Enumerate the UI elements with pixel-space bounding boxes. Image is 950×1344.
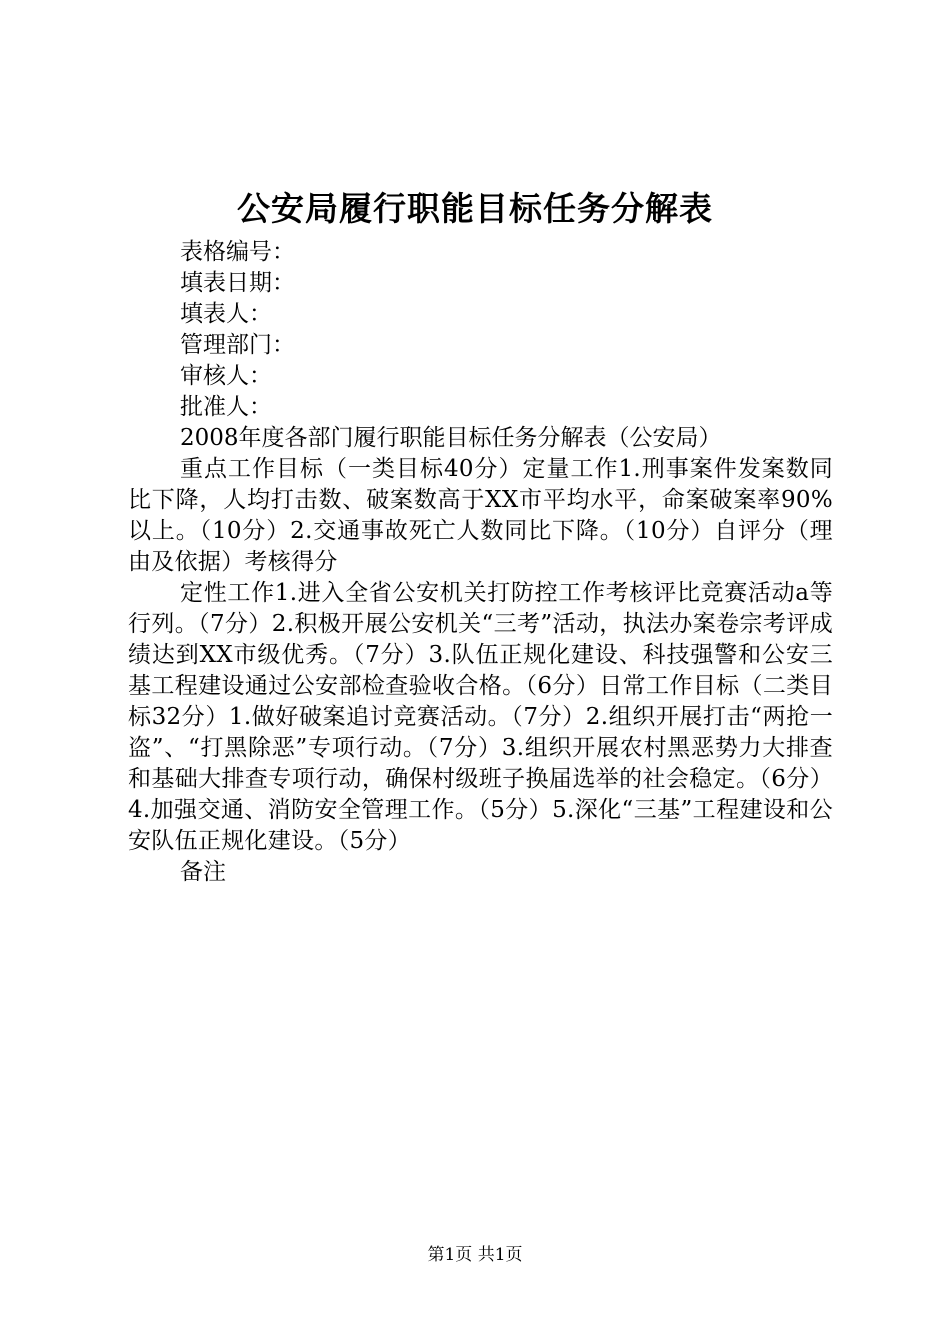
field-department: 管理部门： — [180, 332, 295, 358]
document-title: 公安局履行职能目标任务分解表 — [237, 189, 713, 228]
paragraph-key-targets: 重点工作目标（一类目标40分）定量工作1.刑事案件发案数同比下降，人均打击数、破案数高于XX市平均水平，命案破案率90%以上。（10分）2.交通事故死亡人数同比下降。（10分）自评分（理由及依据）考核得分 — [128, 456, 833, 575]
field-reviewer: 审核人： — [180, 363, 272, 389]
document-body — [128, 237, 833, 888]
remarks-label: 备注 — [180, 859, 226, 885]
field-filler: 填表人： — [180, 301, 272, 327]
page-footer: 第1页 共1页 — [427, 1245, 523, 1265]
field-approver: 批准人： — [180, 394, 272, 420]
paragraph-qualitative-targets: 定性工作1.进入全省公安机关打防控工作考核评比竞赛活动a等行列。（7分）2.积极开展公安机关“三考”活动，执法办案卷宗考评成绩达到XX市级优秀。（7分）3.队伍正规化建设、科技强警和公安三基工程建设通过公安部检查验收合格。（6分）日常工作目标（二类目标32分）1.做好破案追讨竞赛活动。（7分）2.组织开展打击“两抢一盗”、“打黑除恶”专项行动。（7分）3.组织开展农村黑恶势力大排查和基础大排查专项行动，确保村级班子换届选举的社会稳定。（6分）4.加强交通、消防安全管理工作。（5分）5.深化“三基”工程建设和公安队伍正规化建设。（5分） — [128, 580, 833, 854]
field-fill-date: 填表日期： — [180, 270, 295, 296]
field-form-number: 表格编号： — [180, 239, 295, 265]
document-subtitle: 2008年度各部门履行职能目标任务分解表（公安局） — [180, 425, 722, 451]
